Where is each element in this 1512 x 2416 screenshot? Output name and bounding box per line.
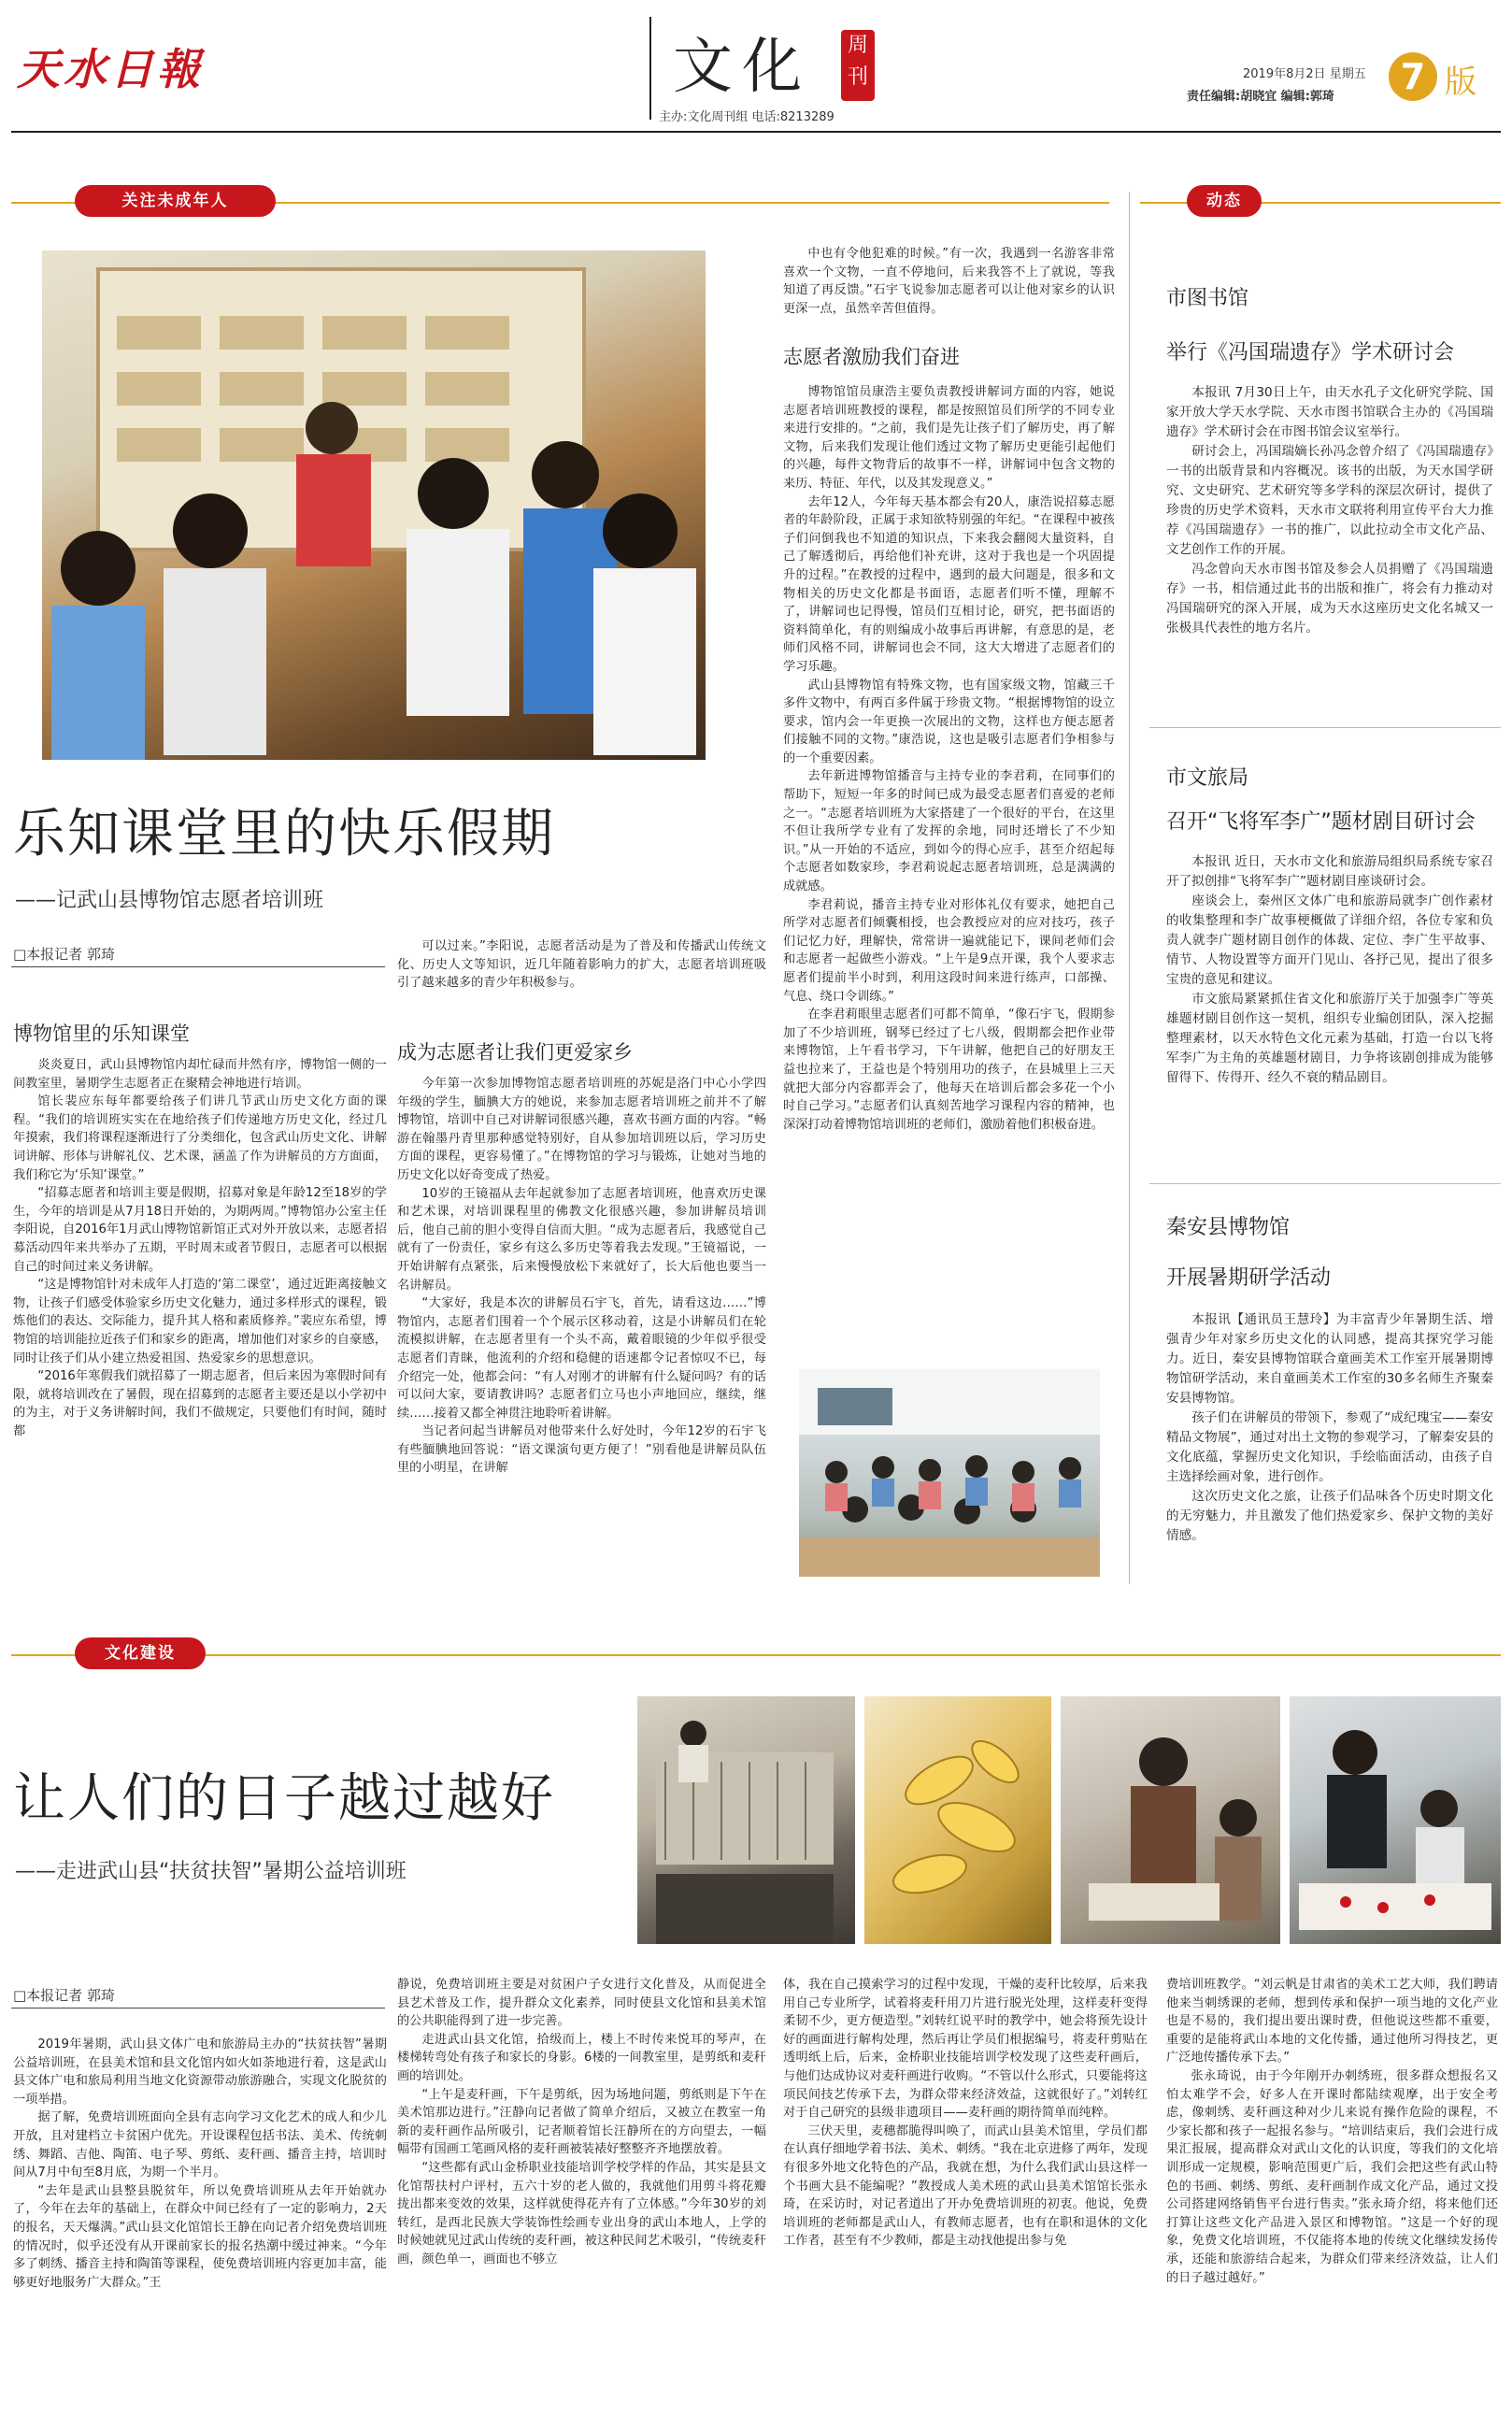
sidebar-divider [1129,192,1130,1584]
tag-culture: 文化建设 [75,1637,206,1669]
issue-date: 2019年8月2日 星期五 [1243,67,1366,81]
news1-org: 市图书馆 [1166,287,1249,310]
article1-section3-title: 志愿者激励我们奋进 [783,346,960,368]
news2-title: 召开“飞将军李广”题材剧目研讨会 [1166,810,1476,834]
paragraph: 博物馆馆员康浩主要负责教授讲解词方面的内容，她说志愿者培训班教授的课程，都是按照馆员们所学的不同专业来进行安排的。“之前，我们是先让孩子们了解历史，再了解文物，后来我们发现让他们透过文物了解历史更能引起他们的兴趣，每件文物背后的故事不一样，讲解词中包含文物的来历、特征、年代，以及其发现意义。” [783,385,1115,491]
paragraph: 去年12人，今年每天基本都会有20人，康浩说招募志愿者的年龄阶段，正属于求知欲特别强的年纪。“在课程中被孩子们问倒我也不知道的知识点，下来我会翻阅大量资料，自己了解透彻后，再给他们补充讲，这对于我也是一个巩固提升的过程。”在教授的过程中，遇到的最大问题是，很多和文物相关的历史文化都是书面语，志愿者们听不懂，理解不了，讲解词也记得慢，馆员们互相讨论，研究，把书面语的资料简单化，有的则编成小故事后再讲解，有意思的是，老师们风格不同，讲解词也会不同，这大大增进了志愿者们的学习乐趣。 [783,494,1115,674]
editors: 责任编辑:胡晓宜 编辑:郭琦 [1187,90,1334,104]
wheat-straw-art-photo [864,1696,1051,1944]
paragraph: 10岁的王镜福从去年起就参加了志愿者培训班，他喜欢历史课和艺术课，对培训课程里的佛教文化很感兴趣，参加讲解员培训后，他自己前的胆小变得自信而大胆。“成为志愿者后，我感觉自己就有了一份责任，家乡有这么多历史等着我去发现。”王镜福说，一开始讲解有点紧张，后来慢慢放松下来就好了，长大后他也要当一名讲解员。 [397,1186,766,1293]
paragraph: 今年第一次参加博物馆志愿者培训班的苏妮是洛门中心小学四年级的学生，腼腆大方的她说，来参加志愿者培训班之前并不了解博物馆，培训中自己对讲解词很感兴趣，喜欢书画方面的内容。“畅游在翰墨丹青里那种感觉特别好，自从参加培训班以后，学习历史方面的课程，更容易懂了。”在博物馆的学习与锻炼，让她对当地的历史文化以好奇变成了热爱。 [397,1077,766,1182]
article1-title: 乐知课堂里的快乐假期 [13,804,555,865]
paragraph: 张永琦说，由于今年刚开办刺绣班，很多群众想报名又怕太难学不会，好多人在开课时都陆续观摩，出于安全考虑，像刺绣、麦秆画这种对少儿来说有操作危险的课程，不少家长都和孩子一起报名参与。“培训结束后，我们会进行成果汇报展，提高群众对武山文化的认识度，等我们的文化培训形成一定规模，影响范围更广后，我们会把这些有武山特色的书画、刺绣、剪纸、麦秆画制作成文化产品，通过文投公司搭建网络销售平台进行售卖。”张永琦介绍，将来他们还打算让这些文化产品进入景区和博物馆。“这是一个好的现象，免费文化培训班，不仅能将本地的传统文化继续发扬传承，还能和旅游结合起来，为群众们带来经济效益，让人们的日子越过越好。” [1166,2068,1498,2285]
paragraph: 2019年暑期，武山县文体广电和旅游局主办的“扶贫扶智”暑期公益培训班，在县美术馆和县文化馆内如火如荼地进行着，这是武山县文体广电和旅局利用当地文化资源带动旅游融合，实现文化脱贫的一项举措。 [13,2037,387,2107]
classroom-photo [799,1369,1100,1577]
masthead-rule [11,131,1501,133]
article2-title: 让人们的日子越过越好 [13,1768,555,1829]
article1-section1-title: 博物馆里的乐知课堂 [13,1022,190,1045]
paragraph: 在李君莉眼里志愿者们可都不简单，“像石宇飞，假期参加了不少培训班，钢琴已经过了七八级，假期都会把作业带来博物馆，上午看书学习，下午讲解，他把自己的好朋友王益也拉来了，王益也是个特别用功的孩子，在县城里上三天就把大部分内容都弄会了，他每天在培训后都会多花一个小时自己学习。”志愿者们认真刻苦地学习课程内容的精神，也深深打动着博物馆培训班的老师们，激励着他们积极奋进。 [783,1008,1115,1132]
weekly-badge: 周刊 [841,30,875,101]
paragraph: “大家好，我是本次的讲解员石宇飞，首先，请看这边……”博物馆内，志愿者们围着一个个展示区移动着，这是小讲解员们在轮流模拟讲解，在志愿者里有一个头不高，戴着眼镜的少年似乎很受志愿者们青睐，他流利的介绍和稳健的语速都令记者惊叹不已，每介绍完一处，他都会问：“有人对刚才的讲解有什么疑问吗？有的话可以问大家，要请教讲吗？志愿者们立马也小声地回应，继续，继续……接着又都全神贯注地聆听着讲解。 [397,1296,766,1421]
paragraph: 李君莉说，播音主持专业对形体礼仪有要求，她把自己所学对志愿者们倾囊相授，也会教授应对的应对技巧，孩子们记忆力好，理解快，常常讲一遍就能记下，课间老师们会和志愿者一起做些小游戏。“上午是9点开课，我个人要求志愿者们提前半小时到，利用这段时间来进行练声，口部操、气息、绕口令训练。” [783,897,1115,1004]
paragraph: 研讨会上，冯国瑞嫡长孙冯念曾介绍了《冯国瑞遗存》一书的出版背景和内容概况。该书的出版，为天水国学研究、文史研究、艺术研究等多学科的深层次研讨，提供了珍贵的历史学术资料，天水市文联将利用宣传平台大力推荐《冯国瑞遗存》一书的推广，以此拉动全市文化产品、文艺创作工作的开展。 [1166,444,1493,557]
tag-news: 动态 [1187,185,1262,217]
paragraph: 本报讯 7月30日上午，由天水孔子文化研究学院、国家开放大学天水学院、天水市图书馆联合主办的《冯国瑞遗存》学术研讨会在市图书馆会议室举行。 [1166,385,1493,439]
paragraph: 座谈会上，秦州区文体广电和旅游局就李广创作素材的收集整理和李广故事梗概做了详细介绍，各位专家和负责人就李广题材剧目创作的体裁、定位、李广生平故事、情节、人物设置等方面开门见山、各抒己见，提出了很多宝贵的意见和建议。 [1166,893,1493,987]
paragraph: 这次历史文化之旅，让孩子们品味各个历史时期文化的无穷魅力，并且激发了他们热爱家乡、保护文物的美好情感。 [1166,1489,1493,1543]
news2-org: 市文旅局 [1166,766,1249,790]
article1-section2-title: 成为志愿者让我们更爱家乡 [397,1041,633,1064]
paragraph: “招募志愿者和培训主要是假期，招募对象是年龄12至18岁的学生，今年的培训是从7月18日开始的，为期两周。”博物馆办公室主任李阳说，自2016年1月武山博物馆新馆正式对外开放以来，志愿者招募活动四年来共举办了五期，平时周末或者节假日，志愿者可以根据自己的时间过来义务讲解。 [13,1186,387,1274]
paragraph: 孩子们在讲解员的带领下，参观了“成纪瑰宝——秦安精品文物展”，通过对出土文物的参观学习，了解秦安县的文化底蕴，掌握历史文化知识，手绘临面活动，由孩子自主选择绘画对象，进行创作。 [1166,1410,1493,1484]
museum-training-photo [42,250,706,760]
newspaper-logo: 天水日報 [17,44,204,94]
photo-illustration [42,250,706,760]
photo-illustration [637,1696,855,1944]
article1-column-2 [397,1075,766,1575]
article2-byline: □本报记者 郭琦 [13,1987,115,2004]
article2-subtitle: ——走进武山县“扶贫扶智”暑期公益培训班 [15,1860,407,1883]
byline-rule [11,966,385,967]
paragraph: 冯念曾向天水市图书馆及参会人员捐赠了《冯国瑞遗存》一书，相信通过此书的出版和推广，将会有力推动对冯国瑞研究的深入开展，成为天水这座历史文化名城又一张极具代表性的地方名片。 [1166,562,1493,636]
page-unit: 版 [1445,64,1476,101]
paragraph: 当记者问起当讲解员对他带来什么好处时，今年12岁的石宇飞有些腼腆地回答说：“语文课演句更方便了！”别看他是讲解员队伍里的小明星，在讲解 [397,1424,766,1476]
article2-column-4 [1166,1976,1498,2406]
embroidery-photo [1061,1696,1280,1944]
photo-illustration [1290,1696,1501,1944]
paragraph: 市文旅局紧紧抓住省文化和旅游厅关于加强李广等英雄题材剧目创作这一契机，组织专业编创团队，深入挖掘整理素材，以天水特色文化元素为基础，打造一台以飞将军李广为主角的英雄题材剧目，力争将该剧创排成为能够留得下、传得开、经久不衰的精品剧目。 [1166,992,1493,1085]
editor-contact: 主办:文化周刊组 电话:8213289 [659,110,834,124]
news1-title: 举行《冯国瑞遗存》学术研讨会 [1166,341,1455,365]
paragraph: 本报讯【通讯员王慧玲】为丰富青少年暑期生活、增强青少年对家乡历史文化的认同感，提高其探究学习能力。近日，秦安县博物馆联合童画美术工作室开展暑期博物馆研学活动，来自童画美术工作室的30多名师生齐聚秦安县博物馆。 [1166,1312,1493,1406]
article1-column-3-top [783,245,1115,318]
paragraph: 武山县博物馆有特殊文物，也有国家级文物，馆藏三千多件文物中，有两百多件属于珍贵文物。“根据博物馆的设立要求，馆内会一年更换一次展出的文物，这样也方便志愿者们接触不同的文物。”康浩说，这也是吸引志愿者们争相参与的一个重要因素。 [783,678,1115,765]
news2-body [1166,852,1493,1179]
weaving-photo [637,1696,855,1944]
paragraph: “2016年寒假我们就招募了一期志愿者，但后来因为寒假时间有限，就将培训改在了暑假，现在招募到的志愿者主要还是以小学初中的为主，对于义务讲解时间，我们不做规定，只要他们有时间，随时都 [13,1369,387,1438]
news-separator [1149,1183,1501,1184]
paragraph: 中也有令他犯难的时候。”有一次，我遇到一名游客非常喜欢一个文物，一直不停地问，后来我答不上了就说，等我知道了再反馈。”石宇飞说参加志愿者可以让他对家乡的认识更深一点，虽然辛苦但值得。 [783,247,1115,316]
news3-title: 开展暑期研学活动 [1166,1266,1332,1290]
masthead-divider [649,17,651,120]
article1-column-2-top [397,937,766,993]
section-title: 文化 [673,33,811,102]
paragraph: 馆长裴应东每年都要给孩子们讲几节武山历史文化方面的课程。“我们的培训班实实在在地给孩子们传递地方历史文化，经过几年摸索，我们将课程逐渐进行了分类细化，包含武山历史文化、讲解词讲解、形体与讲解礼仪、艺术课，涵盖了作为讲解员的方方面面，我们称它为‘乐知’课堂。” [13,1094,387,1182]
article1-byline: □本报记者 郭琦 [13,946,115,963]
article2-column-3 [783,1976,1148,2406]
paragraph: “上午是麦秆画，下午是剪纸，因为场地问题，剪纸则是下午在美术馆那边进行。”汪静向记者做了简单介绍后，又被立在教室一角新的麦秆画作品所吸引，记者顺着馆长汪静所在的方向望去，一幅幅带有国画工笔画风格的麦秆画被装裱好整整齐齐地摆放着。 [397,2087,766,2157]
news3-org: 秦安县博物馆 [1166,1216,1291,1239]
byline-rule [11,2008,385,2009]
painting-class-photo [1290,1696,1501,1944]
news1-body [1166,383,1493,692]
paragraph: “这些都有武山金桥职业技能培训学校学样的作品，其实是县文化馆帮扶村户评村，五六十岁的老人做的，我就他们用剪斗将花瓣拢出都来变效的效果，这样就使得花卉有了立体感。”今年30岁的刘转红，是西北民族大学装饰性绘画专业出身的武山本地人，上学的时候她就见过武山传统的麦秆画，被这种民间艺术吸引，“传统麦秆画，颜色单一，画面也不够立 [397,2160,766,2266]
paragraph: 静说，免费培训班主要是对贫困户子女进行文化普及，从而促进全县艺术普及工作，提升群众文化素养，同时使县文化馆和县美术馆的公共职能得到了进一步完善。 [397,1978,766,2029]
tag-rule [11,1654,1501,1656]
photo-illustration [799,1369,1100,1577]
paragraph: 三伏天里，麦穗都脆得叫唤了，而武山县美术馆里，学员们都在认真仔细地学着书法、美术、刺绣。“我在北京进修了两年，发现有很多外地文化特色的产品，我就在想，为什么我们武山县这样一个书画大县不能编呢？”教授成人美术班的武山县美术馆馆长张永琦，在采访时，对记者道出了开办免费培训班的初衷。他说，免费培训班的老师都是武山人，有教师志愿者，也有在职和退休的文化工作者，甚至有不少教师，都是主动找他提出参与免 [783,2123,1148,2249]
paragraph: 炎炎夏日，武山县博物馆内却忙碌而井然有序，博物馆一侧的一间教室里，暑期学生志愿者正在聚精会神地进行培训。 [13,1058,387,1091]
photo-illustration [864,1696,1051,1944]
paragraph: 体，我在自己摸索学习的过程中发现，干燥的麦秆比较厚，后来我用自己专业所学，试着将麦秆用刀片进行脱光处理，这样麦秆变得柔韧不少，更方便造型。”刘转红说平时的教学中，她会将预先设计好的画面进行解构处理，然后再让学员们根据编号，将麦秆剪贴在透明纸上后，后来，金桥职业技能培训学校发现了这些麦秆画后，与他们达成协议对麦秆画进行收购。“不管以什么形式，只要能将这项民间技艺传承下去，为群众带来经济效益，这就很好了。”刘转红对于自己研究的县级非遗项目——麦秆画的期待简单而纯粹。 [783,1978,1148,2121]
photo-illustration [1061,1696,1280,1944]
article1-column-1 [13,1056,387,1575]
news-separator [1149,727,1501,728]
article1-subtitle: ——记武山县博物馆志愿者培训班 [15,889,324,912]
paragraph: 去年新进博物馆播音与主持专业的李君莉，在同事们的帮助下，短短一年多的时间已成为最受志愿者们喜爱的老师之一。“志愿者培训班为大家搭建了一个很好的平台，在这里不但让我所学专业有了发挥的余地，同时还增长了不少知识。”从一开始的不适应，到如今的得心应手，甚至介绍起每个志愿者如数家珍，李君莉说起志愿者培训班，总是满满的成就感。 [783,769,1115,894]
paragraph: 可以过来。”李阳说，志愿者活动是为了普及和传播武山传统文化、历史人文等知识，近几年随着影响力的扩大，志愿者培训班吸引了越来越多的青少年积极参与。 [397,939,766,991]
paragraph: 据了解，免费培训班面向全县有志向学习文化艺术的成人和少儿开放，且对建档立卡贫困户优先。开设课程包括书法、美术、传统刺绣、舞蹈、吉他、陶笛、电子琴、剪纸、麦秆画、播音主持，培训时间从7月中旬至8月底，为期一个半月。 [13,2110,387,2180]
paragraph: “这是博物馆针对未成年人打造的‘第二课堂’，通过近距离接触文物，让孩子们感受体验家乡历史文化魅力，通过多样形式的课程，锻炼他们的表达、交际能力，提升其人格和素质修养。”裴应东希望，博物馆的培训能拉近孩子们和家乡的距离，增加他们对家乡的自豪感，同时让孩子们从小建立热爱祖国、热爱家乡的思想意识。 [13,1278,387,1365]
paragraph: 本报讯 近日，天水市文化和旅游局组织局系统专家召开了拟创排“飞将军李广”题材剧目座谈研讨会。 [1166,854,1493,889]
article2-column-2 [397,1976,766,2406]
article1-column-3 [783,383,1115,1360]
news3-body [1166,1310,1493,1581]
tag-minors: 关注未成年人 [75,185,276,217]
paragraph: “去年是武山县整县脱贫年，所以免费培训班从去年开始就办了，今年在去年的基础上，在群众中间已经有了一定的影响力，2天的报名，天天爆满。”武山县文化馆馆长王静在向记者介绍免费培训班的情况时，似乎还没有从开课前家长的报名热潮中缓过神来。“今年多了刺绣、播音主持和陶笛等课程，使免费培训班内容更加丰富，能够更好地服务广大群众。”王 [13,2183,387,2290]
page-number-badge: 7 [1389,52,1437,101]
article2-column-1 [13,2036,387,2405]
paragraph: 费培训班教学。“刘云帆是甘肃省的美术工艺大师，我们聘请他来当刺绣课的老师，想到传承和保护一项当地的文化产业也是不易的，我们提出要出课时费，但他说这些都不重要，重要的是能将武山本地的文化传播，通过他所习得技艺，更广泛地传播传承下去。” [1166,1978,1498,2066]
paragraph: 走进武山县文化馆，拾级而上，楼上不时传来悦耳的琴声，在楼梯转弯处有孩子和家长的身影。6楼的一间教室里，是剪纸和麦秆画的培训处。 [397,2032,766,2083]
